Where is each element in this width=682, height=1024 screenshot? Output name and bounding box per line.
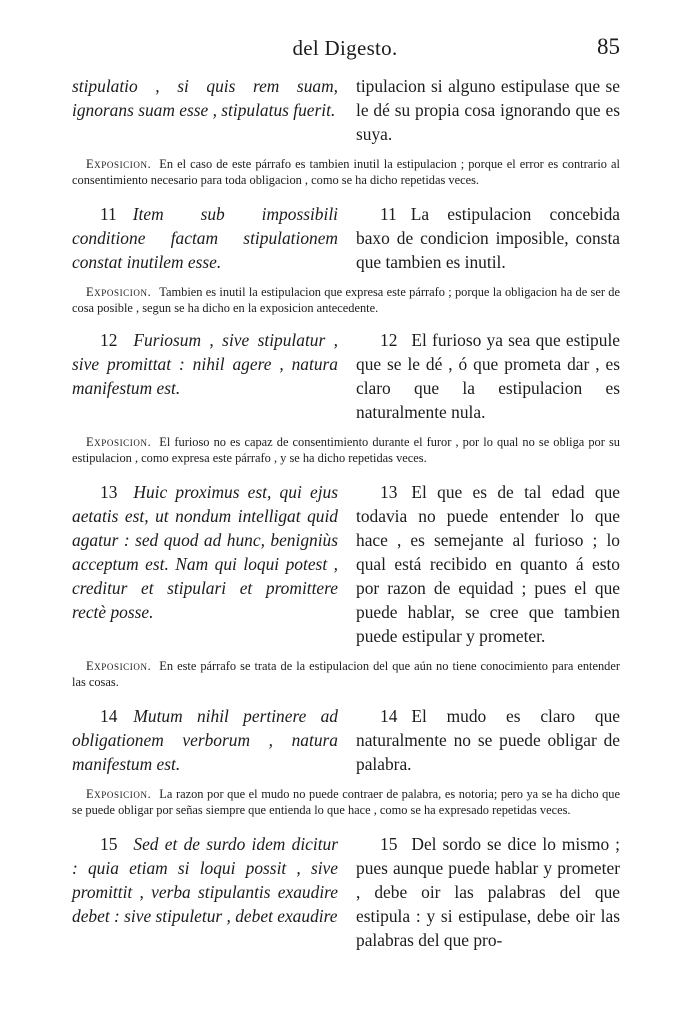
latin-text: Sed et de surdo idem dicitur : quia etiam si loqui possit , sive promittit , verba stipulantis exaudire debet : sive stipuletur , debet exaudire bbox=[72, 834, 338, 926]
spanish-text: El que es de tal edad que todavia no puede entender lo que hace , es semejante al furioso ; lo qual está recibido en quanto á esto por razon de equidad ; pues el que puede hablar, se cree que tambien puede estipular y prometer. bbox=[356, 482, 620, 646]
bilingual-columns bbox=[72, 74, 620, 146]
bilingual-columns bbox=[72, 480, 620, 648]
exposition-text: La razon por que el mudo no puede contraer de palabra, es notoria; pero ya se ha dicho que se puede obligar por señas siempre que entienda lo que hace , como se ha expresado repetidas veces. bbox=[72, 787, 620, 817]
exposition-text: En el caso de este párrafo es tambien inutil la estipulacion ; porque el error es contrario al consentimiento necesario para toda obligacion , como se ha dicho repetidas veces. bbox=[72, 157, 620, 187]
section-14 bbox=[72, 704, 620, 818]
exposition bbox=[72, 284, 620, 316]
spanish-text: El mudo es claro que naturalmente no se puede obligar de palabra. bbox=[356, 706, 620, 774]
latin-paragraph bbox=[72, 704, 338, 776]
latin-paragraph bbox=[72, 202, 338, 274]
spanish-text: tipulacion si alguno estipulase que se le dé su propia cosa ignorando que es suya. bbox=[356, 76, 620, 144]
latin-paragraph bbox=[72, 328, 338, 424]
bilingual-columns bbox=[72, 704, 620, 776]
bilingual-columns bbox=[72, 202, 620, 274]
section-11 bbox=[72, 202, 620, 316]
page-header bbox=[70, 36, 620, 66]
latin-text: Huic proximus est, qui ejus aetatis est, ut nondum intelligat quid agatur : sed quod ad hunc, benigniùs acceptum est. Nam qui loqui potest , creditur et stipulari et promittere rectè posse. bbox=[72, 482, 338, 622]
paragraph-number: 15 bbox=[380, 834, 398, 854]
paragraph-number: 11 bbox=[380, 204, 397, 224]
spanish-text: Del sordo se dice lo mismo ; pues aunque puede hablar y prometer , debe oir las palabras del que estipula : y si estipulase, debe oir las palabras del que pro- bbox=[356, 834, 620, 950]
latin-paragraph bbox=[72, 832, 338, 952]
paragraph-number: 14 bbox=[100, 706, 118, 726]
paragraph-number: 12 bbox=[380, 330, 398, 350]
paragraph-number: 13 bbox=[100, 482, 118, 502]
exposition-text: Tambien es inutil la estipulacion que expresa este párrafo ; porque la obligacion ha de ser de cosa posible , segun se ha dicho en la exposicion antecedente. bbox=[72, 285, 620, 315]
page-body bbox=[72, 68, 620, 952]
bilingual-columns bbox=[72, 832, 620, 952]
spanish-text: El furioso ya sea que estipule que se le dé , ó que prometa dar , es claro que la estipulacion es naturalmente nula. bbox=[356, 330, 620, 422]
paragraph-number: 15 bbox=[100, 834, 118, 854]
running-title: del Digesto. bbox=[292, 36, 398, 60]
spanish-paragraph bbox=[356, 202, 620, 274]
exposition bbox=[72, 786, 620, 818]
paragraph-number: 12 bbox=[100, 330, 118, 350]
exposition bbox=[72, 658, 620, 690]
exposition-label: Exposicion. bbox=[86, 435, 152, 449]
latin-text: Mutum nihil pertinere ad obligationem verborum , natura manifestum est. bbox=[72, 706, 338, 774]
exposition-text: En este párrafo se trata de la estipulacion del que aún no tiene conocimiento para entender las cosas. bbox=[72, 659, 620, 689]
latin-paragraph bbox=[72, 480, 338, 648]
exposition bbox=[72, 434, 620, 466]
exposition-label: Exposicion. bbox=[86, 157, 152, 171]
paragraph-number: 11 bbox=[100, 204, 117, 224]
bilingual-columns bbox=[72, 328, 620, 424]
paragraph-number: 14 bbox=[380, 706, 398, 726]
spanish-text: La estipulacion concebida baxo de condicion imposible, consta que tambien es inutil. bbox=[356, 204, 620, 272]
spanish-paragraph bbox=[356, 704, 620, 776]
spanish-paragraph bbox=[356, 832, 620, 952]
exposition-text: El furioso no es capaz de consentimiento durante el furor , por lo qual no se obliga por su estipulacion , como expresa este párrafo , y se ha dicho repetidas veces. bbox=[72, 435, 620, 465]
section-13 bbox=[72, 480, 620, 690]
spanish-paragraph bbox=[356, 328, 620, 424]
exposition-label: Exposicion. bbox=[86, 659, 152, 673]
section-12 bbox=[72, 328, 620, 466]
paragraph-number: 13 bbox=[380, 482, 398, 502]
exposition-label: Exposicion. bbox=[86, 285, 152, 299]
exposition-label: Exposicion. bbox=[86, 787, 152, 801]
latin-text: stipulatio , si quis rem suam, ignorans suam esse , stipulatus fuerit. bbox=[72, 76, 338, 120]
spanish-paragraph bbox=[356, 480, 620, 648]
latin-text: Item sub impossibili conditione factam stipulationem constat inutilem esse. bbox=[72, 204, 338, 272]
section-10-continued bbox=[72, 74, 620, 188]
page-number: 85 bbox=[597, 34, 620, 59]
latin-text: Furiosum , sive stipulatur , sive promittat : nihil agere , natura manifestum est. bbox=[72, 330, 338, 398]
section-15 bbox=[72, 832, 620, 952]
exposition bbox=[72, 156, 620, 188]
